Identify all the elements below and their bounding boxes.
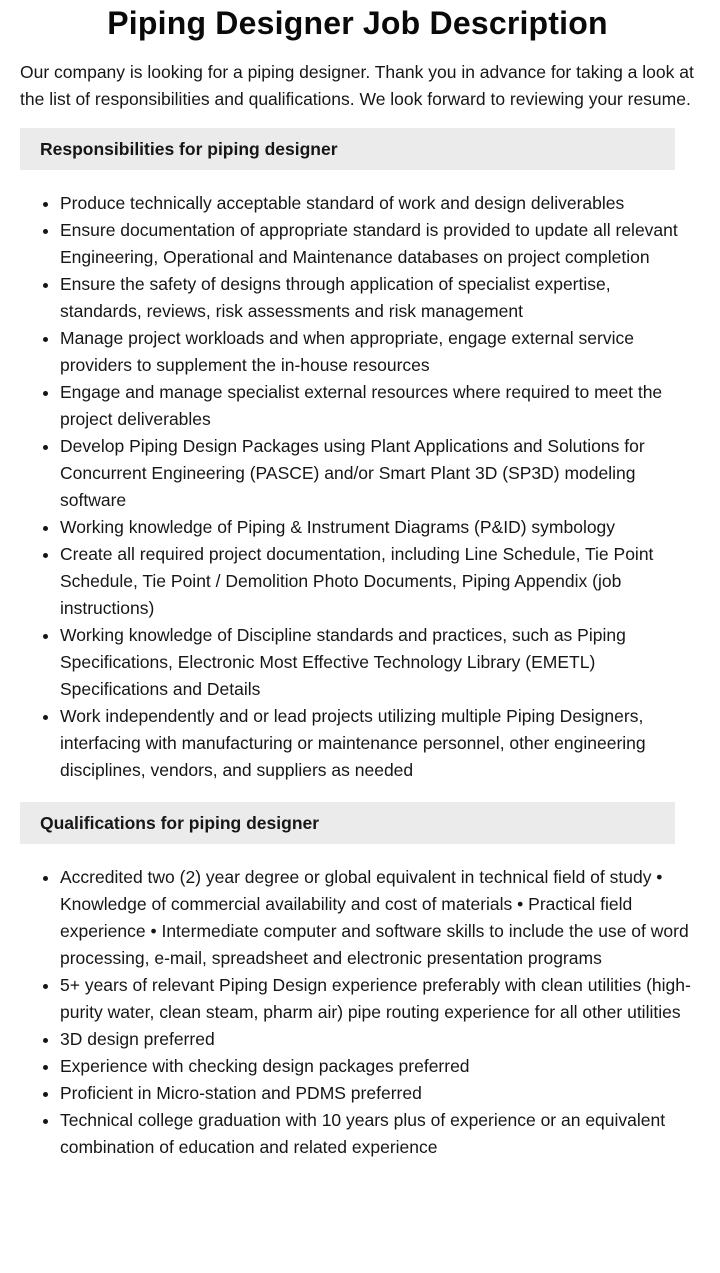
list-item: 3D design preferred [60, 1026, 695, 1053]
list-item: Ensure documentation of appropriate standard is provided to update all relevant Engineering, Operational and Maintenance databases on project completion [60, 217, 695, 271]
list-item: Proficient in Micro-station and PDMS preferred [60, 1080, 695, 1107]
list-item: Manage project workloads and when appropriate, engage external service providers to supplement the in-house resources [60, 325, 695, 379]
responsibilities-heading: Responsibilities for piping designer [20, 128, 675, 170]
list-item: Work independently and or lead projects utilizing multiple Piping Designers, interfacing with manufacturing or maintenance personnel, other engineering disciplines, vendors, and suppliers as needed [60, 703, 695, 784]
list-item: Working knowledge of Piping & Instrument Diagrams (P&ID) symbology [60, 514, 695, 541]
intro-paragraph: Our company is looking for a piping designer. Thank you in advance for taking a look at the list of responsibilities and qualifications. We look forward to reviewing your resume. [20, 62, 694, 109]
list-item: Ensure the safety of designs through application of specialist expertise, standards, reviews, risk assessments and risk management [60, 271, 695, 325]
list-item: Technical college graduation with 10 years plus of experience or an equivalent combination of education and related experience [60, 1107, 695, 1161]
list-item: 5+ years of relevant Piping Design experience preferably with clean utilities (high-purity water, clean steam, pharm air) pipe routing experience for all other utilities [60, 972, 695, 1026]
qualifications-heading: Qualifications for piping designer [20, 802, 675, 844]
list-item: Produce technically acceptable standard of work and design deliverables [60, 190, 695, 217]
qualifications-list [20, 864, 695, 1161]
list-item: Develop Piping Design Packages using Plant Applications and Solutions for Concurrent Engineering (PASCE) and/or Smart Plant 3D (SP3D) modeling software [60, 433, 695, 514]
responsibilities-list [20, 190, 695, 784]
list-item: Create all required project documentation, including Line Schedule, Tie Point Schedule, Tie Point / Demolition Photo Documents, Piping Appendix (job instructions) [60, 541, 695, 622]
list-item: Engage and manage specialist external resources where required to meet the project deliverables [60, 379, 695, 433]
list-item: Accredited two (2) year degree or global equivalent in technical field of study • Knowledge of commercial availability and cost of materials • Practical field experience • Intermediate computer and software skills to include the use of word processing, e-mail, spreadsheet and electronic presentation programs [60, 864, 695, 972]
page-title: Piping Designer Job Description [107, 5, 608, 41]
list-item: Working knowledge of Discipline standards and practices, such as Piping Specifications, Electronic Most Effective Technology Library (EMETL) Specifications and Details [60, 622, 695, 703]
list-item: Experience with checking design packages preferred [60, 1053, 695, 1080]
